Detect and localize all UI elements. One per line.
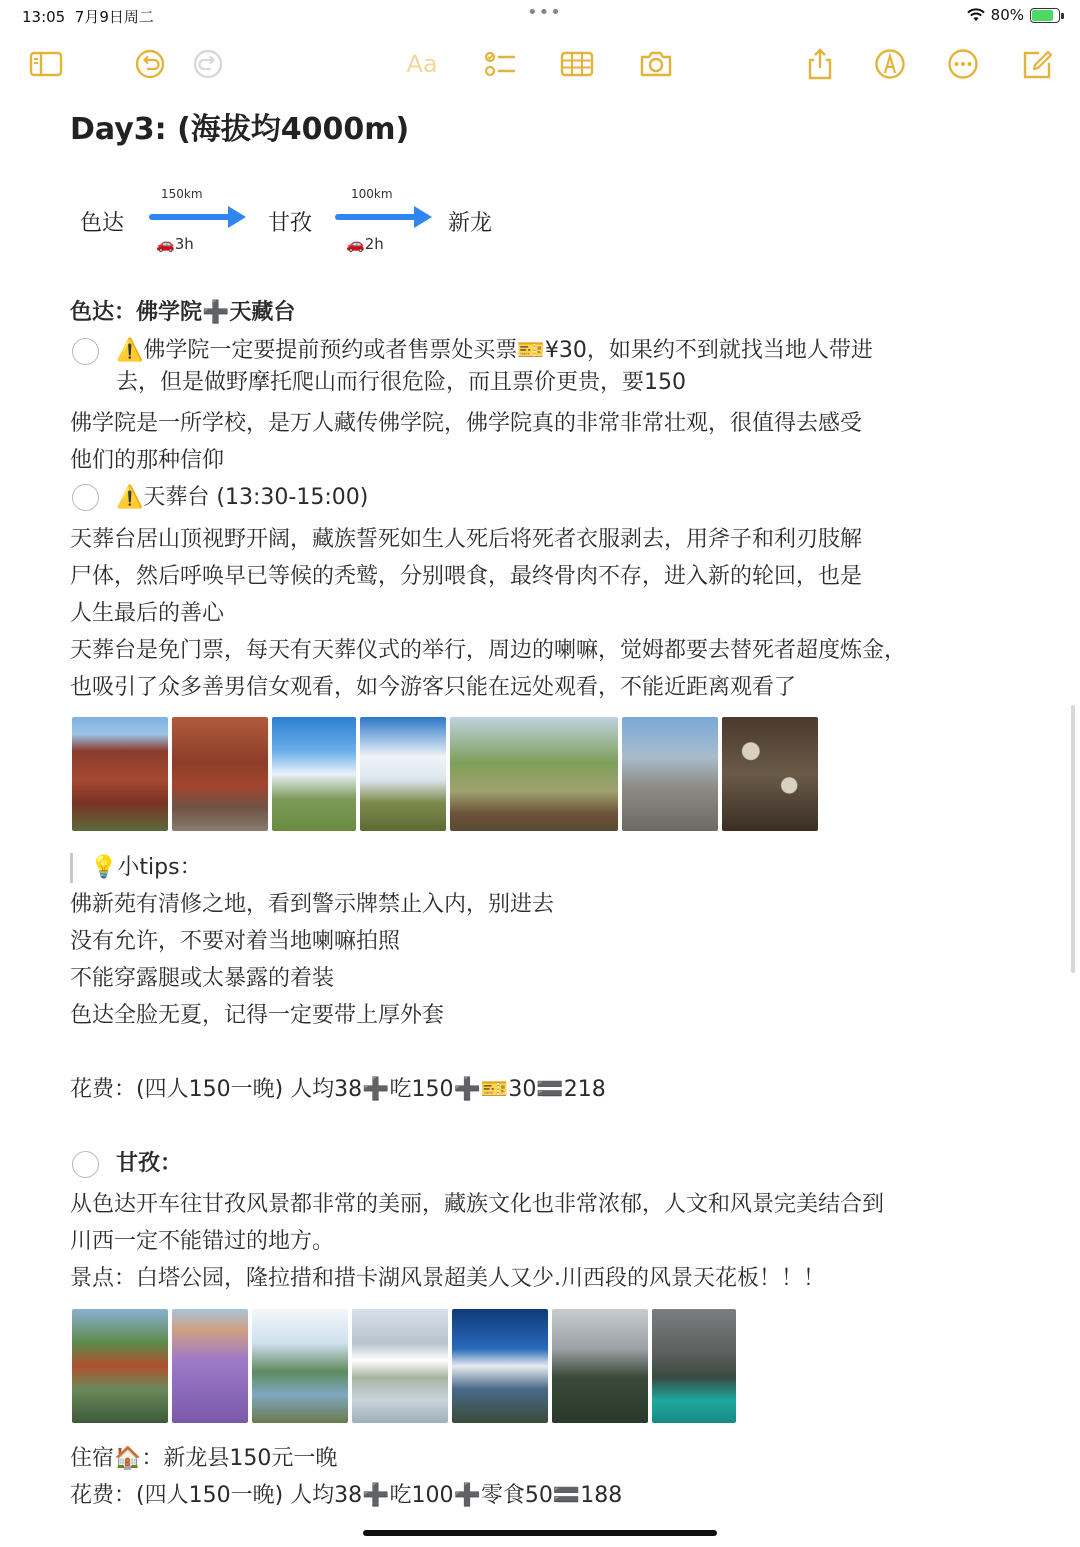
- checklist-button[interactable]: [480, 46, 520, 82]
- sidebar-icon: [28, 48, 64, 80]
- tips-line: 没有允许，不要对着当地喇嘛拍照: [70, 929, 401, 954]
- photo-thumbnail[interactable]: [360, 717, 446, 831]
- more-button[interactable]: [943, 46, 983, 82]
- tips-line: 不能穿露腿或太暴露的着装: [70, 966, 335, 991]
- status-time: 13:05 7月9日周二: [22, 8, 154, 26]
- battery-fill: [1032, 10, 1053, 21]
- ticket-icon: 🎫: [517, 338, 545, 363]
- checklist-item-text-cont[interactable]: 去，但是做野摩托爬山而行很危险，而且票价更贵，要150: [116, 370, 686, 395]
- checklist-item-checkbox[interactable]: [72, 338, 99, 365]
- undo-button[interactable]: [130, 46, 170, 82]
- photo-thumbnail[interactable]: [72, 717, 168, 831]
- multitasking-dots[interactable]: •••: [527, 2, 562, 23]
- photo-thumbnail[interactable]: [622, 717, 718, 831]
- note-title[interactable]: Day3: (海拔均4000m): [70, 112, 410, 147]
- warning-icon: ⚠️: [116, 338, 144, 363]
- ganzi-cost: 花费：(四人150一晚) 人均38➕吃100➕零食50🟰188: [70, 1483, 623, 1508]
- table-button[interactable]: [557, 46, 597, 82]
- photo-thumbnail[interactable]: [252, 1309, 348, 1423]
- share-icon: [802, 48, 838, 80]
- seda-cost: 花费：(四人150一晚) 人均38➕吃150➕🎫30🟰218: [70, 1077, 606, 1102]
- camera-button[interactable]: [636, 46, 676, 82]
- body-text: 从色达开车往甘孜风景都非常的美丽，藏族文化也非常浓郁，人文和风景完美结合到: [70, 1192, 885, 1217]
- photo-thumbnail[interactable]: [72, 1309, 168, 1423]
- car-icon: 🚗: [346, 235, 365, 253]
- photo-thumbnail[interactable]: [552, 1309, 648, 1423]
- checklist-item-text[interactable]: ⚠️佛学院一定要提前预约或者售票处买票🎫¥30，如果约不到就找当地人带进: [116, 338, 873, 363]
- body-text: 也吸引了众多善男信女观看，如今游客只能在远处观看，不能近距离观看了: [70, 675, 797, 700]
- notes-toolbar: [0, 40, 1080, 88]
- checklist-item-text[interactable]: ⚠️天葬台 (13:30-15:00): [116, 485, 369, 510]
- status-bar: [0, 0, 1080, 30]
- ganzi-heading[interactable]: 甘孜：: [116, 1151, 183, 1176]
- route-diagram: [70, 180, 530, 260]
- seda-heading: 色达：佛学院➕天藏台: [70, 300, 296, 325]
- body-text: 佛学院是一所学校，是万人藏传佛学院，佛学院真的非常非常壮观，很值得去感受: [70, 411, 863, 436]
- body-text: 景点：白塔公园，隆拉措和措卡湖风景超美人又少.川西段的风景天花板！！！: [70, 1266, 825, 1291]
- redo-icon: [190, 48, 226, 80]
- photo-thumbnail[interactable]: [450, 717, 618, 831]
- markup-pen-icon: [872, 48, 908, 80]
- warning-icon: ⚠️: [116, 485, 144, 510]
- block-quote-bar: [70, 853, 73, 883]
- body-text: 尸体，然后呼唤早已等候的秃鹫，分别喂食，最终骨肉不存，进入新的轮回，也是: [70, 564, 863, 589]
- photo-thumbnail[interactable]: [172, 717, 268, 831]
- photo-gallery-seda: [72, 717, 818, 831]
- route-arrow-2: [334, 202, 436, 232]
- photo-thumbnail[interactable]: [452, 1309, 548, 1423]
- photo-thumbnail[interactable]: [722, 717, 818, 831]
- lightbulb-icon: 💡: [90, 855, 118, 880]
- table-icon: [559, 48, 595, 80]
- battery-percent: 80%: [990, 6, 1024, 24]
- route-city-seda: 色达: [80, 211, 125, 236]
- battery-icon: [1030, 8, 1060, 23]
- redo-button[interactable]: [188, 46, 228, 82]
- compose-button[interactable]: [1017, 46, 1057, 82]
- undo-icon: [132, 48, 168, 80]
- route-time-1: 🚗3h: [156, 235, 194, 253]
- photo-thumbnail[interactable]: [172, 1309, 248, 1423]
- compose-icon: [1019, 48, 1055, 80]
- route-arrow-1: [148, 202, 250, 232]
- stay-info: 住宿🏠：新龙县150元一晚: [70, 1446, 338, 1471]
- body-text: 天葬台居山顶视野开阔，藏族誓死如生人死后将死者衣服剥去，用斧子和利刃肢解: [70, 527, 863, 552]
- body-text: 天葬台是免门票，每天有天葬仪式的举行，周边的喇嘛，觉姆都要去替死者超度炼金，: [70, 638, 907, 663]
- route-distance-2: 100km: [351, 187, 393, 201]
- checklist-item-checkbox[interactable]: [72, 1151, 99, 1178]
- route-city-xinlong: 新龙: [448, 211, 493, 236]
- photo-thumbnail[interactable]: [352, 1309, 448, 1423]
- tips-heading: 💡小tips：: [90, 855, 202, 880]
- tips-line: 佛新苑有清修之地，看到警示牌禁止入内，别进去: [70, 892, 555, 917]
- wifi-icon: [967, 8, 985, 22]
- markup-button[interactable]: [870, 46, 910, 82]
- photo-gallery-ganzi: [72, 1309, 736, 1423]
- format-button[interactable]: Aa: [406, 50, 438, 78]
- body-text: 人生最后的善心: [70, 601, 225, 626]
- share-button[interactable]: [800, 46, 840, 82]
- route-time-2: 🚗2h: [346, 235, 384, 253]
- tips-line: 色达全脸无夏，记得一定要带上厚外套: [70, 1003, 445, 1028]
- car-icon: 🚗: [156, 235, 175, 253]
- photo-thumbnail[interactable]: [272, 717, 356, 831]
- scroll-indicator[interactable]: [1071, 705, 1075, 973]
- body-text: 他们的那种信仰: [70, 448, 225, 473]
- ticket-icon: 🎫: [480, 1077, 509, 1102]
- photo-thumbnail[interactable]: [652, 1309, 736, 1423]
- checklist-item-checkbox[interactable]: [72, 484, 99, 511]
- sidebar-toggle-button[interactable]: [26, 46, 66, 82]
- body-text: 川西一定不能错过的地方。: [70, 1229, 335, 1254]
- route-city-ganzi: 甘孜: [268, 211, 313, 236]
- route-distance-1: 150km: [161, 187, 203, 201]
- home-indicator[interactable]: [363, 1530, 717, 1536]
- camera-icon: [638, 48, 674, 80]
- checklist-icon: [482, 48, 518, 80]
- more-icon: [945, 48, 981, 80]
- status-right: [967, 6, 1060, 24]
